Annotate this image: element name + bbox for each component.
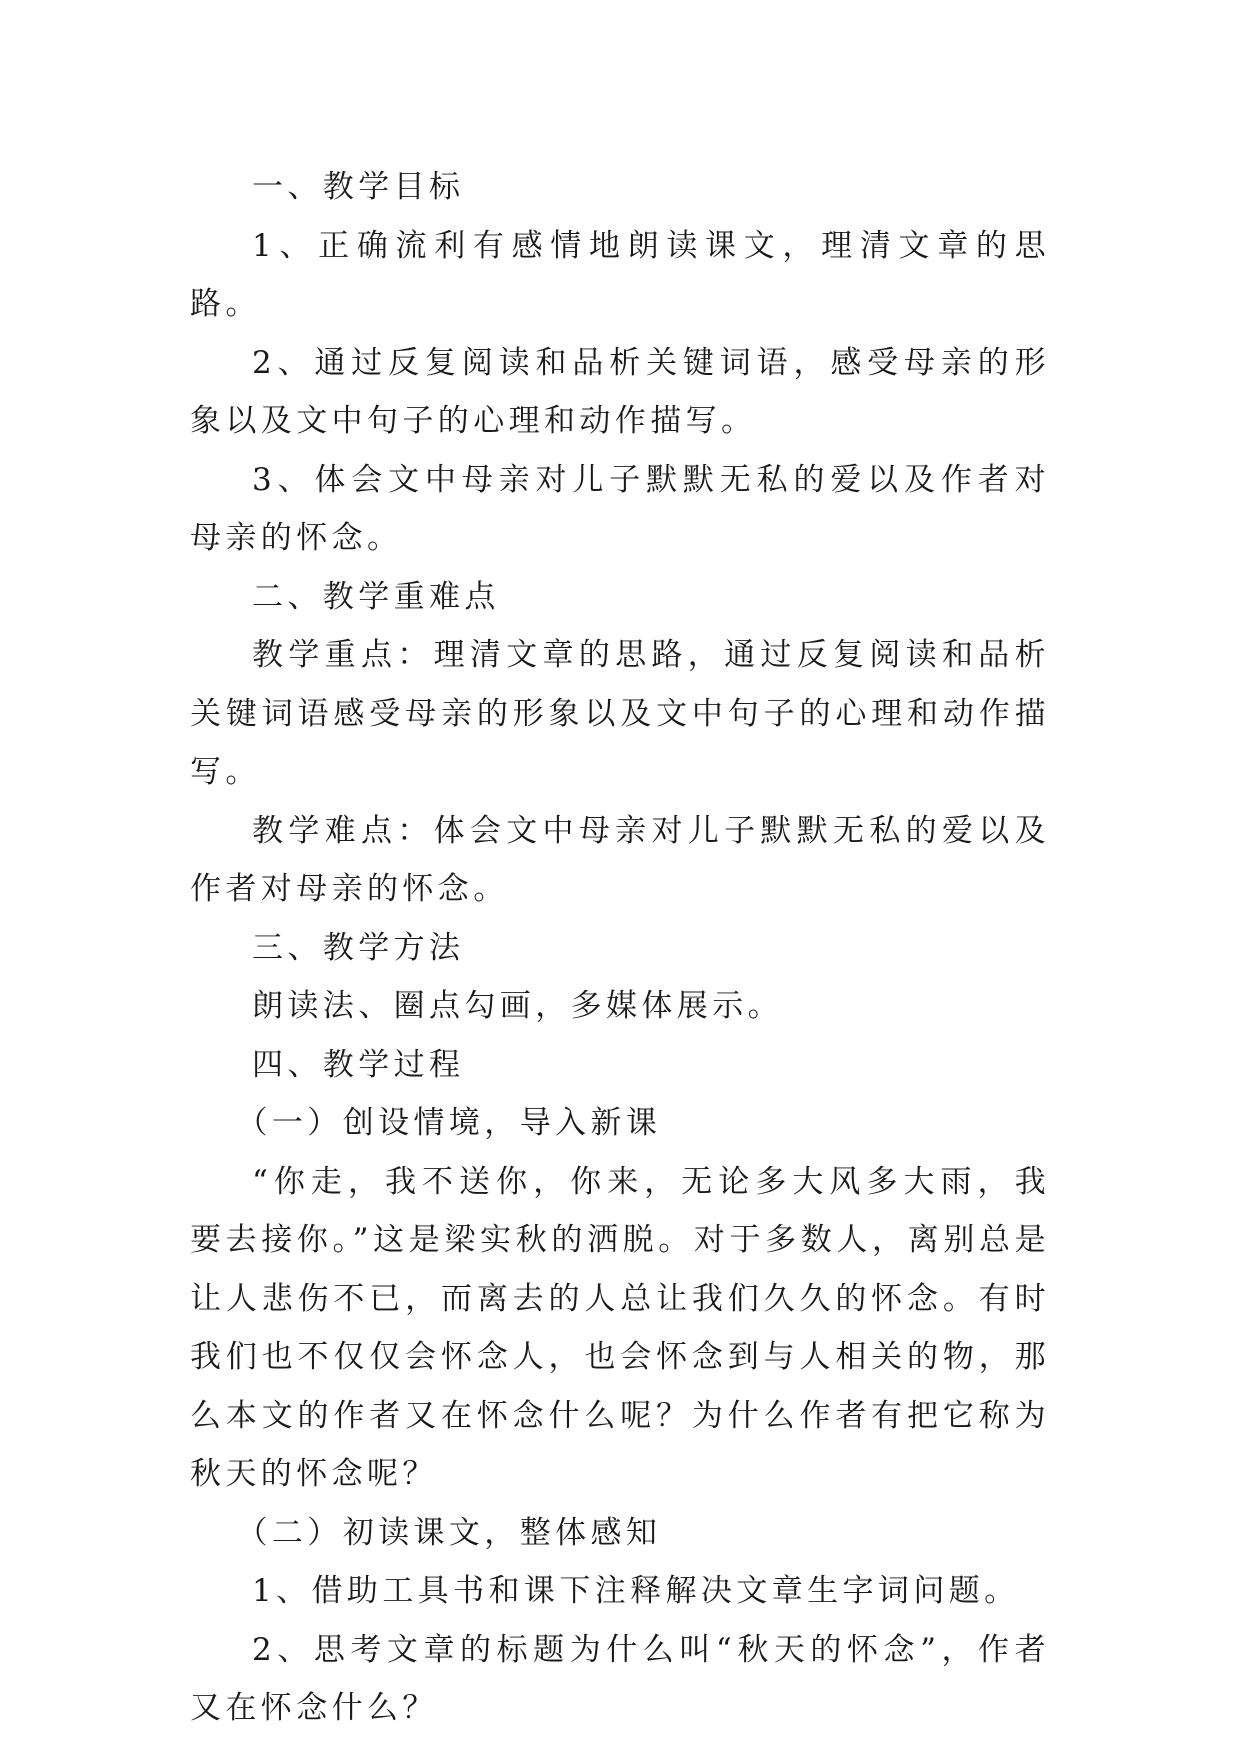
first-reading-item-2: 2、思考文章的标题为什么叫“秋天的怀念”，作者又在怀念什么？ [190, 1631, 1050, 1726]
subsection-heading-first-reading: （二）初读课文，整体感知 [236, 1514, 662, 1551]
difficult-point-paragraph: 教学难点：体会文中母亲对儿子默默无私的爱以及作者对母亲的怀念。 [190, 812, 1050, 907]
section-heading-methods: 三、教学方法 [252, 929, 465, 966]
document-body [190, 158, 1050, 1738]
goal-item-3: 3、体会文中母亲对儿子默默无私的爱以及作者对母亲的怀念。 [190, 461, 1050, 556]
section-heading-goals: 一、教学目标 [252, 169, 465, 205]
goal-item-2: 2、通过反复阅读和品析关键词语，感受母亲的形象以及文中句子的心理和动作描写。 [190, 344, 1050, 439]
first-reading-item-1: 1、借助工具书和课下注释解决文章生字词问题。 [252, 1573, 1020, 1609]
methods-paragraph: 朗读法、圈点勾画，多媒体展示。 [252, 988, 783, 1024]
goal-item-1: 1、正确流利有感情地朗读课文，理清文章的思路。 [190, 227, 1050, 322]
section-heading-key-points: 二、教学重难点 [252, 578, 500, 615]
intro-paragraph: “你走，我不送你，你来，无论多大风多大雨，我要去接你。”这是梁实秋的洒脱。对于多数人，离别总是让人悲伤不已，而离去的人总让我们久久的怀念。有时我们也不仅仅会怀念人，也会怀念到与人相关的物，那么本文的作者又在怀念什么呢？为什么作者有把它称为秋天的怀念呢？ [190, 1163, 1050, 1492]
key-point-paragraph: 教学重点：理清文章的思路，通过反复阅读和品析关键词语感受母亲的形象以及文中句子的心理和动作描写。 [190, 637, 1050, 790]
section-heading-process: 四、教学过程 [252, 1046, 465, 1083]
subsection-heading-intro: （一）创设情境，导入新课 [236, 1105, 662, 1141]
